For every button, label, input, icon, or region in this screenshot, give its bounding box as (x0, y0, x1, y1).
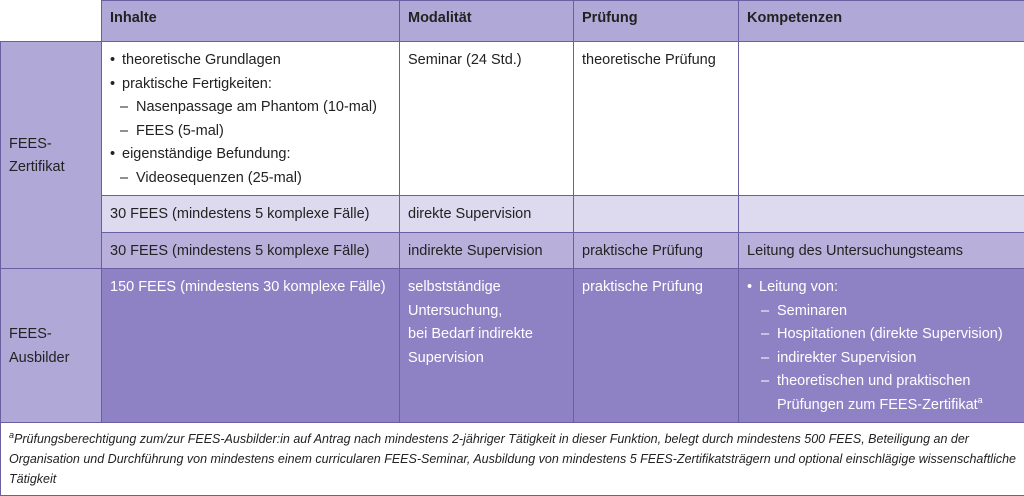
table-row (1, 269, 1024, 423)
cell-kompetenzen (739, 196, 1024, 233)
cell-modalitaet: direkte Supervision (400, 196, 574, 233)
footnote-text: Prüfungsberechtigung zum/zur FEES-Ausbilder:in auf Antrag nach mindestens 2-jähriger Tätigkeit in dieser Funktion, belegt durch mindestens 500 FEES, Beteiligung an der Organisation und Durchführung von mindestens einem curricularen FEES-Seminar, Ausbildung von mindestens 5 FEES-Zertifikatsträgern und optional einschlägige wissenschaftliche Tätigkeit (9, 432, 1016, 486)
cell-inhalte (102, 42, 400, 196)
footnote-marker: a (978, 395, 983, 405)
list-subitem: – Hospitationen (direkte Supervision) (747, 323, 1016, 347)
row-label-fees-ausbilder (1, 269, 102, 423)
label-zertifikat-line1: FEES- (9, 133, 93, 157)
cell-pruefung: praktische Prüfung (574, 232, 739, 269)
cell-modalitaet: Seminar (24 Std.) (400, 42, 574, 196)
label-ausbilder-line1: FEES- (9, 323, 93, 347)
list-subitem: – indirekter Supervision (747, 347, 1016, 371)
table-row (1, 196, 1024, 233)
inhalte-list (110, 49, 391, 190)
list-subitem: – Seminaren (747, 300, 1016, 324)
cell-kompetenzen (739, 269, 1024, 423)
cell-inhalte: 30 FEES (mindestens 5 komplexe Fälle) (102, 232, 400, 269)
kompetenzen-list (747, 276, 1016, 417)
list-item: • Leitung von: (747, 276, 1016, 300)
cell-kompetenzen: Leitung des Untersuchungsteams (739, 232, 1024, 269)
continuation-text: Prüfungen zum FEES-Zertifikat (777, 397, 978, 413)
label-zertifikat-line2: Zertifikat (9, 156, 93, 180)
modalitaet-line: selbstständige (408, 276, 565, 300)
modalitaet-line: Untersuchung, (408, 300, 565, 324)
list-subitem: – theoretischen und praktischen (747, 370, 1016, 394)
header-modalitaet: Modalität (400, 1, 574, 42)
cell-modalitaet: indirekte Supervision (400, 232, 574, 269)
footnote-row (1, 423, 1024, 496)
list-item: • eigenständige Befundung: (110, 143, 391, 167)
cell-inhalte: 150 FEES (mindestens 30 komplexe Fälle) (102, 269, 400, 423)
header-pruefung: Prüfung (574, 1, 739, 42)
table-header-row (1, 1, 1024, 42)
row-label-fees-zertifikat (1, 42, 102, 269)
list-item: • praktische Fertigkeiten: (110, 73, 391, 97)
table-row (1, 232, 1024, 269)
list-subitem: – Nasenpassage am Phantom (10-mal) (110, 96, 391, 120)
cell-modalitaet (400, 269, 574, 423)
footnote-marker: a (9, 430, 14, 440)
list-item: • theoretische Grundlagen (110, 49, 391, 73)
modalitaet-line: Supervision (408, 347, 565, 371)
cell-pruefung: theoretische Prüfung (574, 42, 739, 196)
list-subitem-continuation (747, 394, 1016, 418)
label-ausbilder-line2: Ausbilder (9, 347, 93, 371)
header-inhalte: Inhalte (102, 1, 400, 42)
header-kompetenzen: Kompetenzen (739, 1, 1024, 42)
list-subitem: – FEES (5-mal) (110, 120, 391, 144)
table-row (1, 42, 1024, 196)
footnote-cell (1, 423, 1024, 496)
header-corner (1, 1, 102, 42)
cell-pruefung (574, 196, 739, 233)
modalitaet-line: bei Bedarf indirekte (408, 323, 565, 347)
cell-kompetenzen (739, 42, 1024, 196)
cell-pruefung: praktische Prüfung (574, 269, 739, 423)
list-subitem: – Videosequenzen (25-mal) (110, 167, 391, 191)
cell-inhalte: 30 FEES (mindestens 5 komplexe Fälle) (102, 196, 400, 233)
